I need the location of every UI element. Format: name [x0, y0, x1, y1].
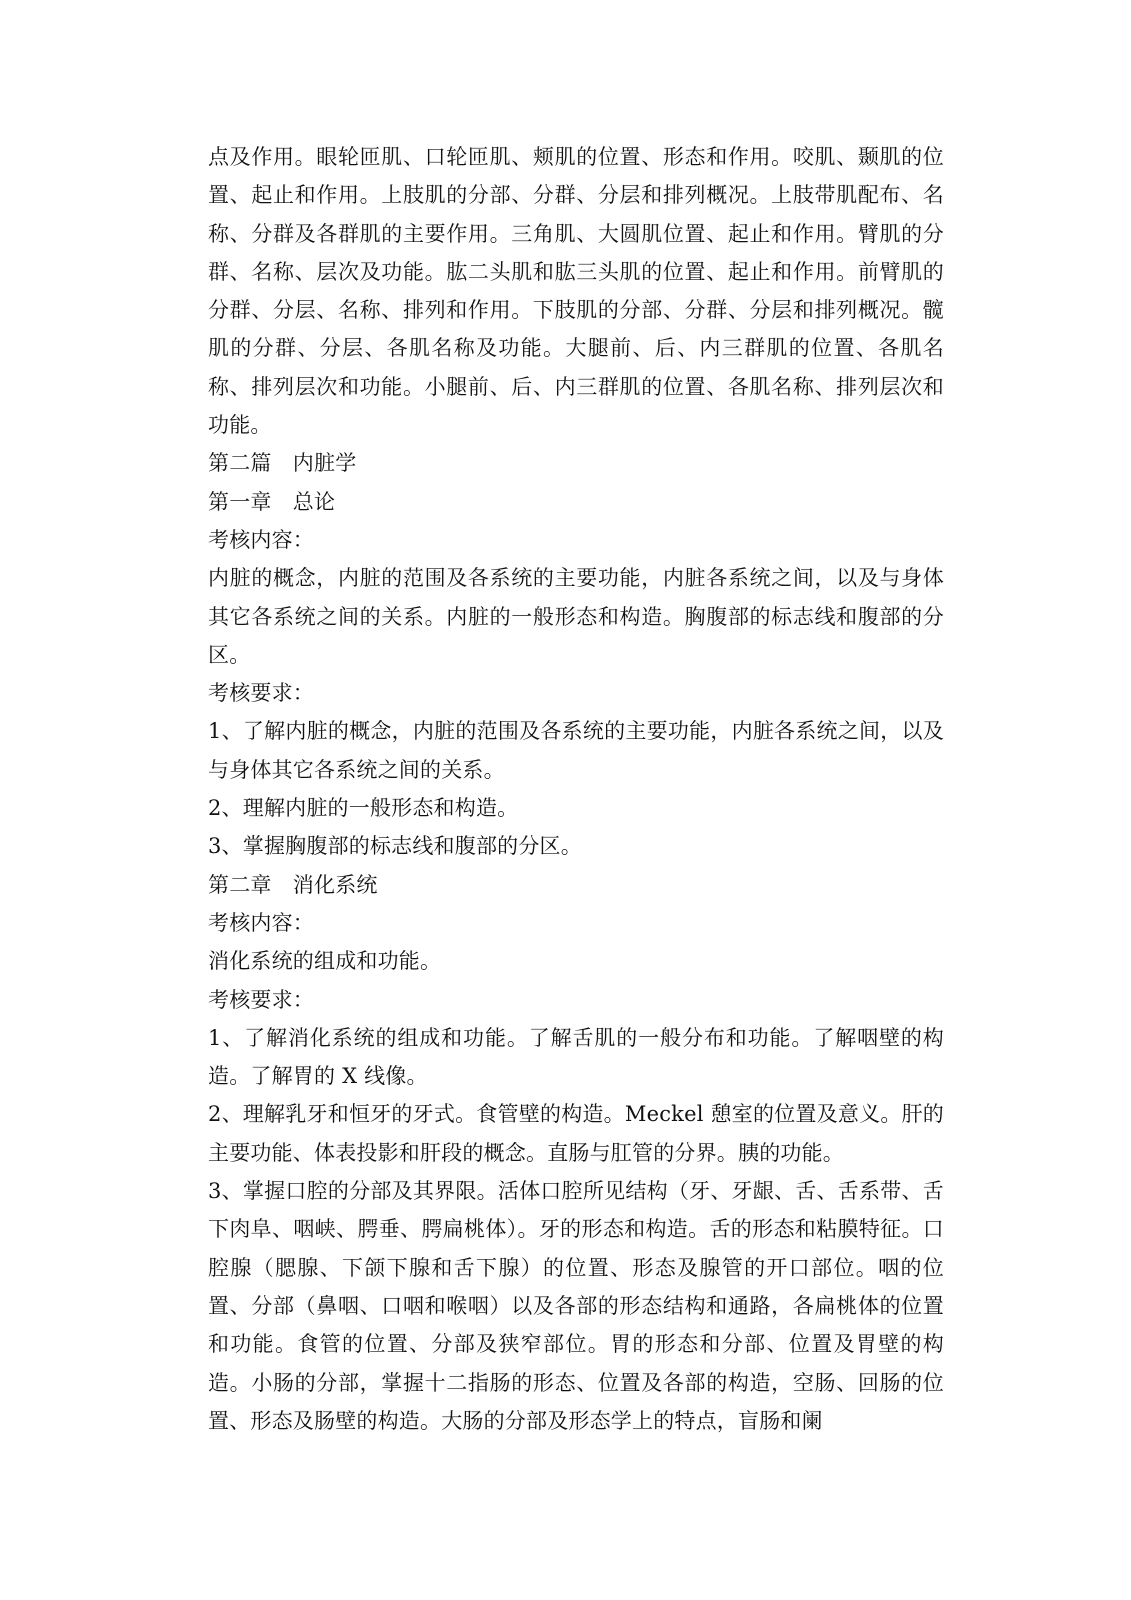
list-item: 2、理解乳牙和恒牙的牙式。食管壁的构造。Meckel 憩室的位置及意义。肝的主要功能、体表投影和肝段的概念。直肠与肛管的分界。胰的功能。 [208, 1102, 944, 1165]
section-label: 考核要求： [208, 987, 314, 1012]
section-label: 考核内容： [208, 527, 314, 552]
part-heading: 第二篇 内脏学 [208, 451, 357, 476]
list-item: 1、了解消化系统的组成和功能。了解舌肌的一般分布和功能。了解咽壁的构造。了解胃的 X 线像。 [208, 1025, 944, 1089]
body-paragraph: 消化系统的组成和功能。 [208, 949, 442, 974]
list-item: 3、掌握胸腹部的标志线和腹部的分区。 [208, 834, 582, 859]
list-item: 2、理解内脏的一般形态和构造。 [208, 796, 519, 821]
body-paragraph: 内脏的概念，内脏的范围及各系统的主要功能，内脏各系统之间，以及与身体其它各系统之间的关系。内脏的一般形态和构造。胸腹部的标志线和腹部的分区。 [208, 566, 944, 667]
section-label: 考核内容： [208, 910, 314, 935]
list-item: 3、掌握口腔的分部及其界限。活体口腔所见结构（牙、牙龈、舌、舌系带、舌下肉阜、咽峡、腭垂、腭扁桃体）。牙的形态和构造。舌的形态和粘膜特征。口腔腺（腮腺、下颌下腺和舌下腺）的位置、形态及腺管的开口部位。咽的位置、分部（鼻咽、口咽和喉咽）以及各部的形态结构和通路，各扁桃体的位置和功能。食管的位置、分部及狭窄部位。胃的形态和分部、位置及胃壁的构造。小肠的分部，掌握十二指肠的形态、位置及各部的构造，空肠、回肠的位置、形态及肠壁的构造。大肠的分部及形态学上的特点，盲肠和阑 [208, 1179, 944, 1433]
body-paragraph: 点及作用。眼轮匝肌、口轮匝肌、颊肌的位置、形态和作用。咬肌、颞肌的位置、起止和作用。上肢肌的分部、分群、分层和排列概况。上肢带肌配布、名称、分群及各群肌的主要作用。三角肌、大圆肌位置、起止和作用。臂肌的分群、名称、层次及功能。肱二头肌和肱三头肌的位置、起止和作用。前臂肌的分群、分层、名称、排列和作用。下肢肌的分部、分群、分层和排列概况。髋肌的分群、分层、各肌名称及功能。大腿前、后、内三群肌的位置、各肌名称、排列层次和功能。小腿前、后、内三群肌的位置、各肌名称、排列层次和功能。 [208, 145, 944, 438]
document-page [208, 138, 944, 1440]
chapter-heading: 第一章 总论 [208, 489, 336, 514]
list-item: 1、了解内脏的概念，内脏的范围及各系统的主要功能，内脏各系统之间，以及与身体其它各系统之间的关系。 [208, 719, 944, 782]
chapter-heading: 第二章 消化系统 [208, 872, 378, 897]
section-label: 考核要求： [208, 681, 314, 706]
